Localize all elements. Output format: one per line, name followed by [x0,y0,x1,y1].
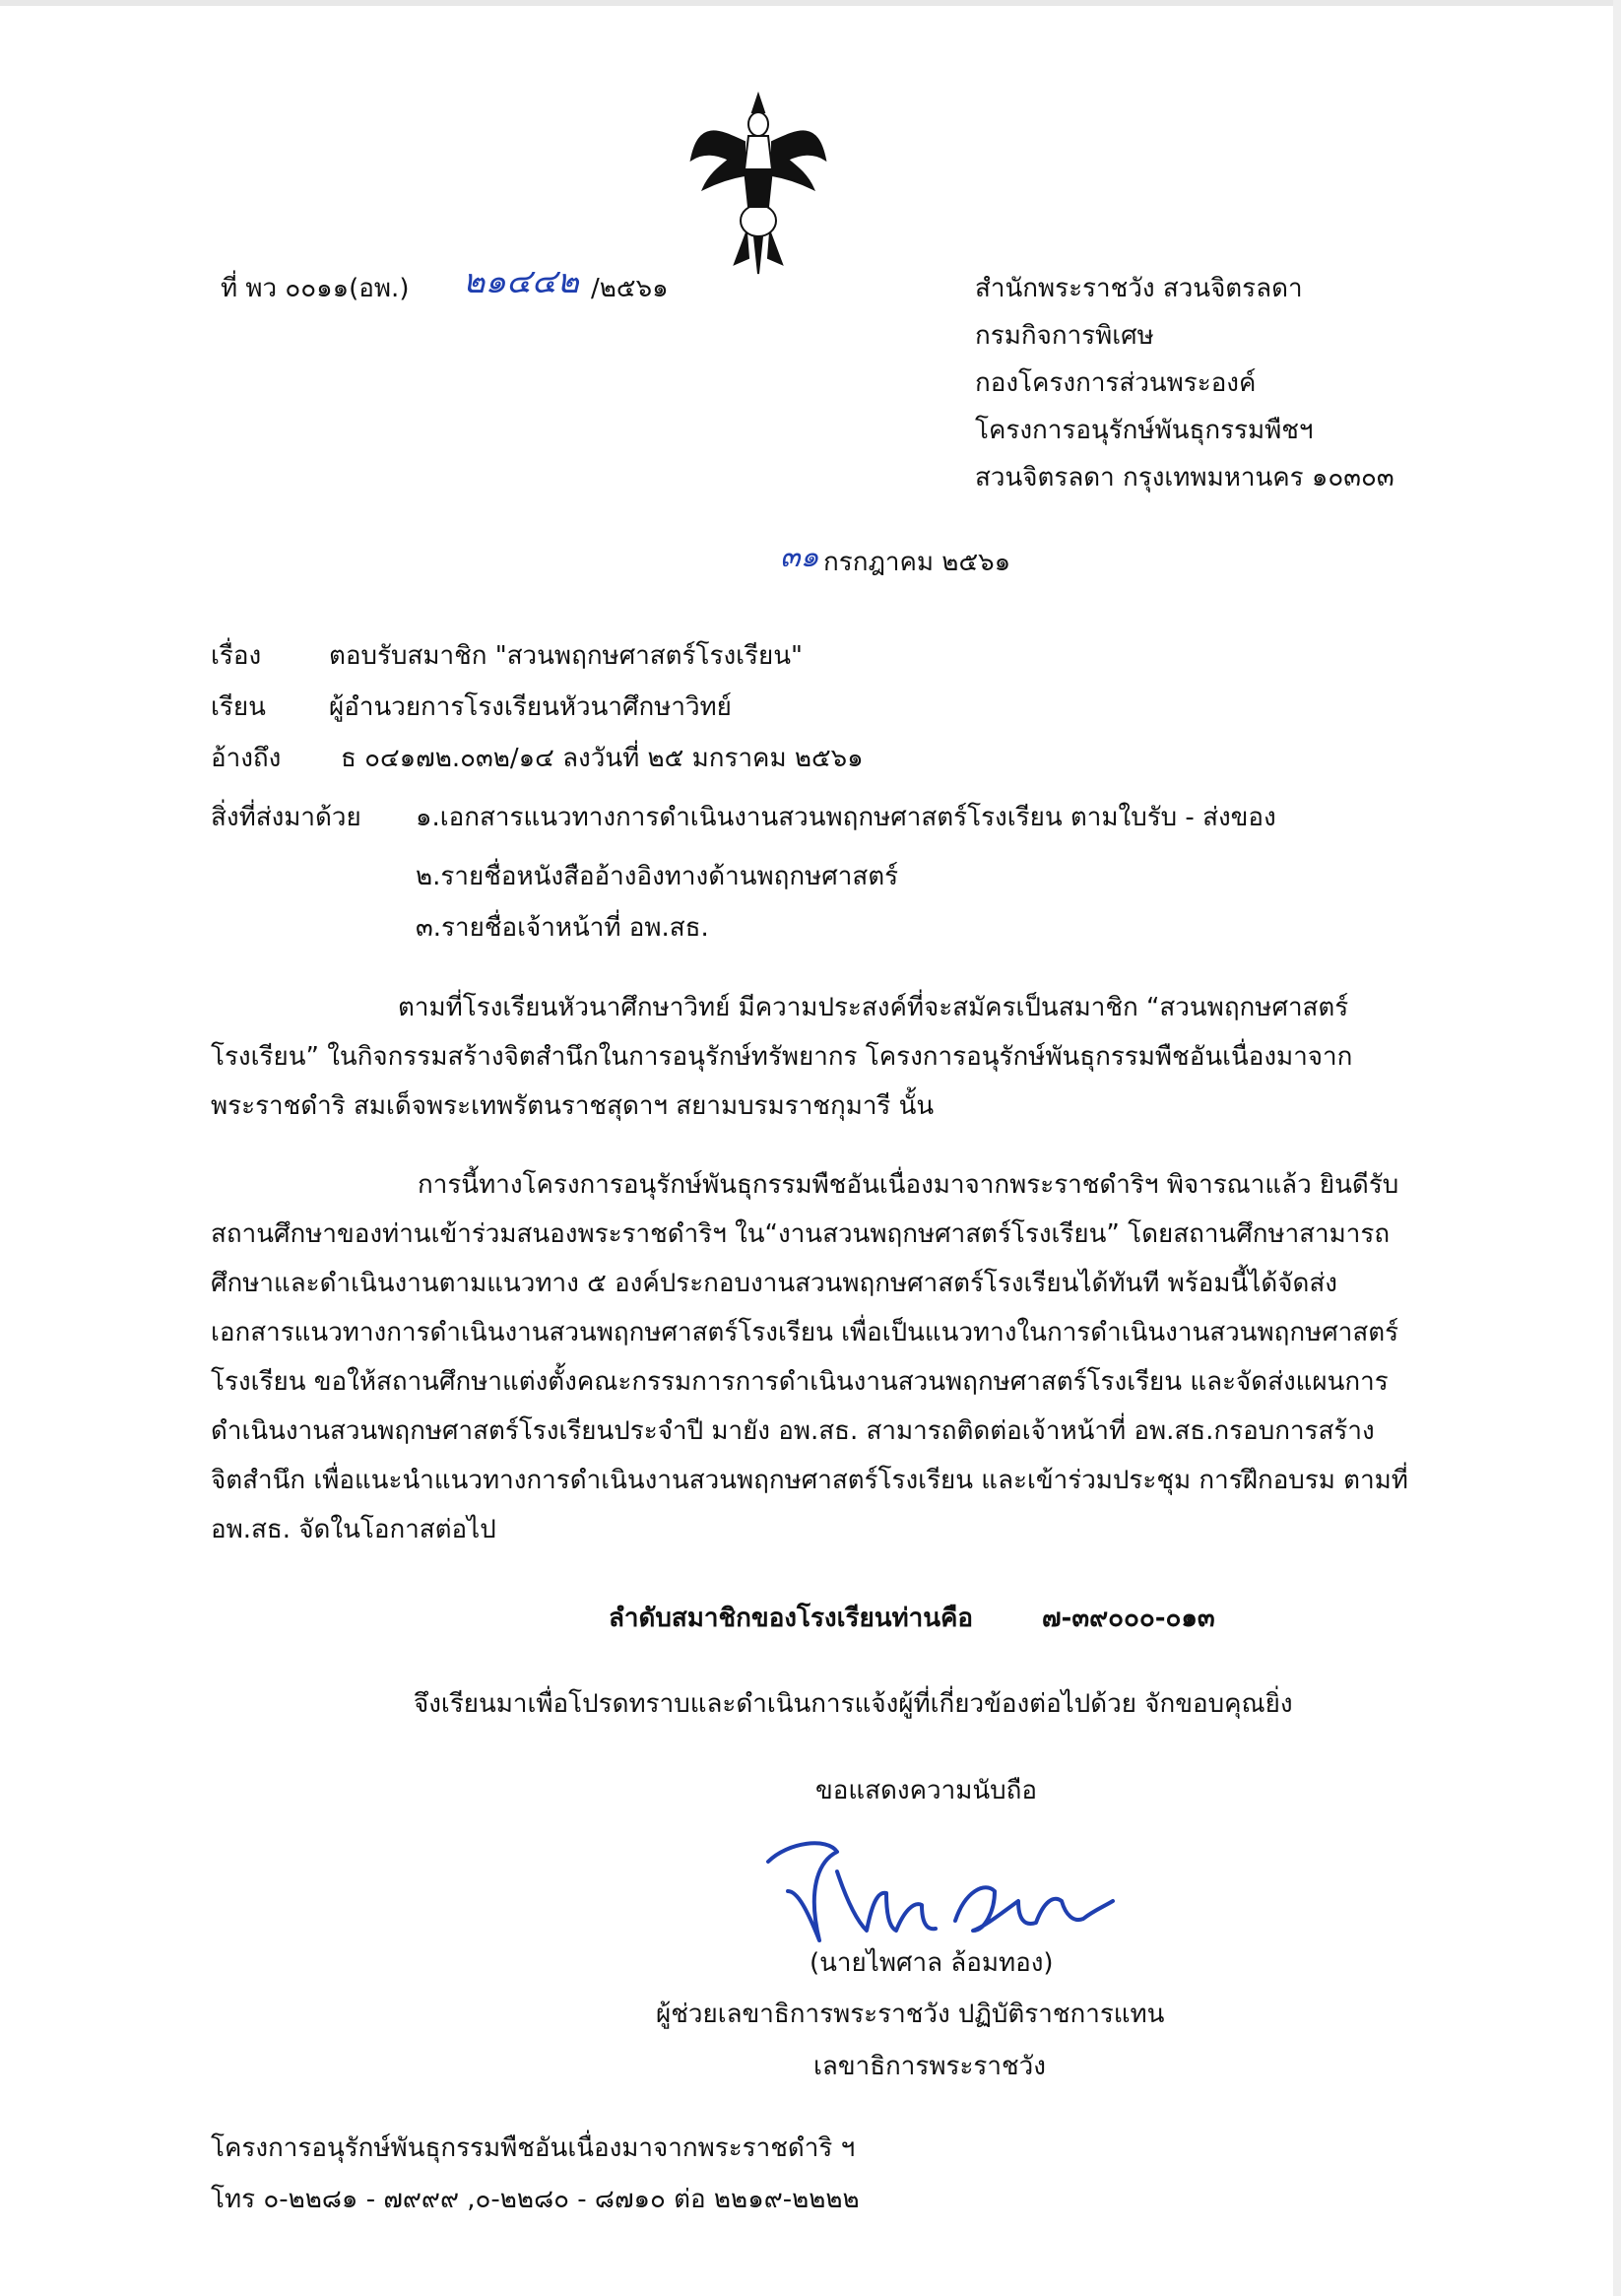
recipient-text: ผู้อำนวยการโรงเรียนหัวนาศึกษาวิทย์ [329,692,732,722]
enclosure-item: ๑.เอกสารแนวทางการดำเนินงานสวนพฤกษศาสตร์โรงเรียน ตามใบรับ - ส่งของ [416,803,1276,832]
garuda-emblem-icon [689,91,827,278]
signatory-name: (นายไพศาล ล้อมทอง) [810,1948,1054,1978]
paragraph-line: ตามที่โรงเรียนหัวนาศึกษาวิทย์ มีความประสงค์ที่จะสมัครเป็นสมาชิก “สวนพฤกษศาสตร์ [398,993,1349,1022]
signatory-position: ผู้ช่วยเลขาธิการพระราชวัง ปฏิบัติราชการแทน [656,2000,1165,2029]
paragraph-line: อพ.สธ. จัดในโอกาสต่อไป [211,1515,496,1544]
reference-year: /๒๕๖๑ [591,274,669,303]
paragraph-line: ศึกษาและดำเนินงานตามแนวทาง ๕ องค์ประกอบงานสวนพฤกษศาสตร์โรงเรียนได้ทันที พร้อมนี้ได้จัดส่ง [211,1269,1337,1298]
footer-organization: โครงการอนุรักษ์พันธุกรรมพืชอันเนื่องมาจากพระราชดำริ ฯ [211,2133,856,2163]
sender-line: โครงการอนุรักษ์พันธุกรรมพืชฯ [975,416,1314,445]
sender-line: สวนจิตรลดา กรุงเทพมหานคร ๑๐๓๐๓ [975,463,1394,492]
enclosure-item: ๓.รายชื่อเจ้าหน้าที่ อพ.สธ. [416,913,709,943]
member-label: ลำดับสมาชิกของโรงเรียนท่านคือ [609,1604,974,1633]
reference-text: ธ ๐๔๑๗๒.๐๓๒/๑๔ ลงวันที่ ๒๕ มกราคม ๒๕๖๑ [341,744,864,773]
enclosure-item: ๒.รายชื่อหนังสืออ้างอิงทางด้านพฤกษศาสตร์ [416,862,899,891]
closing-salutation: ขอแสดงความนับถือ [815,1776,1037,1805]
paragraph-line: โรงเรียน” ในกิจกรรมสร้างจิตสำนึกในการอนุรักษ์ทรัพยากร โครงการอนุรักษ์พันธุกรรมพืชอันเนื่องมาจาก [211,1042,1353,1072]
sender-line: สำนักพระราชวัง สวนจิตรลดา [975,274,1303,303]
signatory-position-2: เลขาธิการพระราชวัง [813,2052,1046,2081]
reference-label: อ้างถึง [211,744,282,773]
paragraph-line: เอกสารแนวทางการดำเนินงานสวนพฤกษศาสตร์โรงเรียน เพื่อเป็นแนวทางในการดำเนินงานสวนพฤกษศาสตร์ [211,1318,1399,1347]
recipient-label: เรียน [211,692,266,722]
closing-request: จึงเรียนมาเพื่อโปรดทราบและดำเนินการแจ้งผู้ที่เกี่ยวข้องต่อไปด้วย จักขอบคุณยิ่ง [414,1689,1293,1719]
subject-label: เรื่อง [211,641,262,671]
handwritten-signature [748,1832,1123,1960]
date-day-handwritten: ๓๑ [780,540,819,574]
reference-number-handwritten: ๒๑๔๔๒ [463,262,579,301]
sender-line: กองโครงการส่วนพระองค์ [975,368,1257,398]
paragraph-line: สถานศึกษาของท่านเข้าร่วมสนองพระราชดำริฯ ใน“งานสวนพฤกษศาสตร์โรงเรียน” โดยสถานศึกษาสามารถ [211,1219,1391,1249]
body-paragraph-2 [211,1160,1408,1554]
paragraph-line: พระราชดำริ สมเด็จพระเทพรัตนราชสุดาฯ สยามบรมราชกุมารี นั้น [211,1091,935,1121]
reference-number-prefix: ที่ พว ๐๐๑๑(อพ.) [221,274,410,303]
footer-phone: โทร ๐-๒๒๘๑ - ๗๙๙๙ ,๐-๒๒๘๐ - ๘๗๑๐ ต่อ ๒๒๑๙-๒๒๒๒ [211,2185,860,2214]
paragraph-line: ดำเนินงานสวนพฤกษศาสตร์โรงเรียนประจำปี มายัง อพ.สธ. สามารถติดต่อเจ้าหน้าที่ อพ.สธ.กรอบการสร้าง [211,1416,1375,1446]
scan-top-edge [0,0,1621,6]
paragraph-line: การนี้ทางโครงการอนุรักษ์พันธุกรรมพืชอันเนื่องมาจากพระราชดำริฯ พิจารณาแล้ว ยินดีรับ [418,1170,1399,1200]
enclosures-label: สิ่งที่ส่งมาด้วย [211,803,361,832]
paragraph-line: โรงเรียน ขอให้สถานศึกษาแต่งตั้งคณะกรรมการการดำเนินงานสวนพฤกษศาสตร์โรงเรียน และจัดส่งแผนการ [211,1367,1389,1397]
letter-date: กรกฎาคม ๒๕๖๑ [823,548,1011,577]
body-paragraph-1 [211,983,1352,1131]
paragraph-line: จิตสำนึก เพื่อแนะนำแนวทางการดำเนินงานสวนพฤกษศาสตร์โรงเรียน และเข้าร่วมประชุม การฝึกอบรม ตามที่ [211,1466,1408,1495]
sender-line: กรมกิจการพิเศษ [975,321,1154,351]
subject-text: ตอบรับสมาชิก "สวนพฤกษศาสตร์โรงเรียน" [329,641,803,671]
scan-right-edge [1613,0,1621,2296]
member-number: ๗-๓๙๐๐๐-๐๑๓ [1042,1604,1215,1633]
